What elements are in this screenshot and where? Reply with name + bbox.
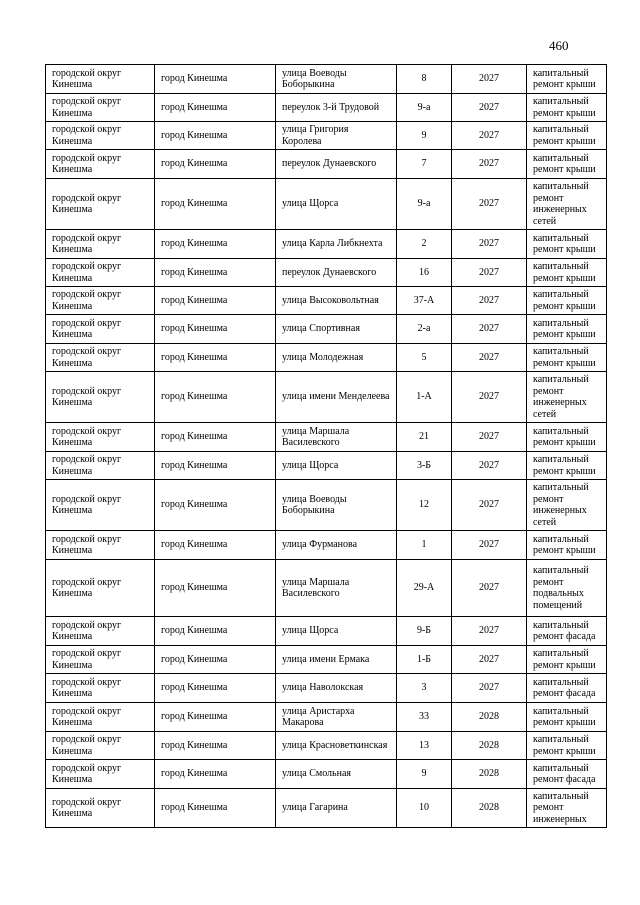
work-type-cell: капитальный ремонт крыши	[527, 230, 607, 259]
year-cell: 2027	[452, 531, 527, 560]
work-type-cell: капитальный ремонт крыши	[527, 94, 607, 122]
work-type-cell: капитальный ремонт крыши	[527, 531, 607, 560]
okrug-cell: городской округ Кинешма	[46, 230, 155, 259]
street-cell: улица Маршала Василевского	[276, 560, 397, 617]
year-cell: 2027	[452, 230, 527, 259]
house-number-cell: 37-А	[397, 287, 452, 315]
city-cell: город Кинешма	[155, 122, 276, 150]
okrug-cell: городской округ Кинешма	[46, 315, 155, 344]
okrug-cell: городской округ Кинешма	[46, 122, 155, 150]
city-cell: город Кинешма	[155, 94, 276, 122]
page-number: 460	[549, 38, 569, 53]
table-row	[46, 94, 607, 122]
work-type-cell: капитальный ремонт подвальных помещений	[527, 560, 607, 617]
city-cell: город Кинешма	[155, 287, 276, 315]
work-type-cell: капитальный ремонт фасада	[527, 674, 607, 703]
work-type-cell: капитальный ремонт крыши	[527, 732, 607, 760]
city-cell: город Кинешма	[155, 179, 276, 230]
year-cell: 2027	[452, 452, 527, 480]
work-type-cell: капитальный ремонт крыши	[527, 259, 607, 287]
table-row	[46, 480, 607, 531]
city-cell: город Кинешма	[155, 150, 276, 179]
house-number-cell: 1	[397, 531, 452, 560]
city-cell: город Кинешма	[155, 760, 276, 789]
okrug-cell: городской округ Кинешма	[46, 423, 155, 452]
okrug-cell: городской округ Кинешма	[46, 94, 155, 122]
okrug-cell: городской округ Кинешма	[46, 617, 155, 646]
table-row	[46, 179, 607, 230]
house-number-cell: 16	[397, 259, 452, 287]
city-cell: город Кинешма	[155, 646, 276, 674]
table-row	[46, 732, 607, 760]
table-row	[46, 646, 607, 674]
work-type-cell: капитальный ремонт крыши	[527, 344, 607, 372]
city-cell: город Кинешма	[155, 789, 276, 828]
year-cell: 2028	[452, 760, 527, 789]
house-number-cell: 8	[397, 65, 452, 94]
year-cell: 2027	[452, 344, 527, 372]
table-row	[46, 674, 607, 703]
house-number-cell: 2-а	[397, 315, 452, 344]
city-cell: город Кинешма	[155, 65, 276, 94]
city-cell: город Кинешма	[155, 531, 276, 560]
work-type-cell: капитальный ремонт фасада	[527, 760, 607, 789]
registry-table-body	[46, 65, 607, 828]
house-number-cell: 1-А	[397, 372, 452, 423]
city-cell: город Кинешма	[155, 703, 276, 732]
okrug-cell: городской округ Кинешма	[46, 344, 155, 372]
house-number-cell: 9	[397, 122, 452, 150]
table-row	[46, 531, 607, 560]
table-row	[46, 65, 607, 94]
table-row	[46, 617, 607, 646]
okrug-cell: городской округ Кинешма	[46, 531, 155, 560]
work-type-cell: капитальный ремонт крыши	[527, 122, 607, 150]
house-number-cell: 1-Б	[397, 646, 452, 674]
city-cell: город Кинешма	[155, 617, 276, 646]
year-cell: 2027	[452, 259, 527, 287]
year-cell: 2027	[452, 287, 527, 315]
okrug-cell: городской округ Кинешма	[46, 732, 155, 760]
year-cell: 2027	[452, 617, 527, 646]
okrug-cell: городской округ Кинешма	[46, 372, 155, 423]
table-row	[46, 344, 607, 372]
city-cell: город Кинешма	[155, 674, 276, 703]
okrug-cell: городской округ Кинешма	[46, 703, 155, 732]
street-cell: улица Молодежная	[276, 344, 397, 372]
table-row	[46, 150, 607, 179]
okrug-cell: городской округ Кинешма	[46, 646, 155, 674]
year-cell: 2027	[452, 94, 527, 122]
street-cell: улица Аристарха Макарова	[276, 703, 397, 732]
table-row	[46, 560, 607, 617]
work-type-cell: капитальный ремонт инженерных сетей	[527, 372, 607, 423]
street-cell: улица Смольная	[276, 760, 397, 789]
work-type-cell: капитальный ремонт крыши	[527, 65, 607, 94]
house-number-cell: 5	[397, 344, 452, 372]
street-cell: улица Наволокская	[276, 674, 397, 703]
street-cell: переулок Дунаевского	[276, 150, 397, 179]
work-type-cell: капитальный ремонт крыши	[527, 646, 607, 674]
year-cell: 2028	[452, 703, 527, 732]
street-cell: улица Щорса	[276, 617, 397, 646]
okrug-cell: городской округ Кинешма	[46, 789, 155, 828]
city-cell: город Кинешма	[155, 259, 276, 287]
street-cell: улица Воеводы Боборыкина	[276, 480, 397, 531]
table-row	[46, 703, 607, 732]
work-type-cell: капитальный ремонт крыши	[527, 287, 607, 315]
house-number-cell: 9	[397, 760, 452, 789]
table-row	[46, 452, 607, 480]
table-row	[46, 122, 607, 150]
okrug-cell: городской округ Кинешма	[46, 179, 155, 230]
okrug-cell: городской округ Кинешма	[46, 150, 155, 179]
city-cell: город Кинешма	[155, 315, 276, 344]
work-type-cell: капитальный ремонт крыши	[527, 423, 607, 452]
city-cell: город Кинешма	[155, 732, 276, 760]
year-cell: 2027	[452, 315, 527, 344]
house-number-cell: 9-Б	[397, 617, 452, 646]
okrug-cell: городской округ Кинешма	[46, 674, 155, 703]
street-cell: улица имени Менделеева	[276, 372, 397, 423]
street-cell: улица Карла Либкнехта	[276, 230, 397, 259]
year-cell: 2027	[452, 423, 527, 452]
year-cell: 2027	[452, 674, 527, 703]
okrug-cell: городской округ Кинешма	[46, 259, 155, 287]
street-cell: улица Щорса	[276, 452, 397, 480]
okrug-cell: городской округ Кинешма	[46, 480, 155, 531]
street-cell: переулок 3-й Трудовой	[276, 94, 397, 122]
house-number-cell: 7	[397, 150, 452, 179]
street-cell: улица имени Ермака	[276, 646, 397, 674]
year-cell: 2027	[452, 560, 527, 617]
table-row	[46, 259, 607, 287]
table-row	[46, 423, 607, 452]
street-cell: улица Красноветкинская	[276, 732, 397, 760]
okrug-cell: городской округ Кинешма	[46, 452, 155, 480]
year-cell: 2027	[452, 65, 527, 94]
table-row	[46, 287, 607, 315]
registry-table	[45, 64, 607, 828]
street-cell: улица Высоковольтная	[276, 287, 397, 315]
work-type-cell: капитальный ремонт крыши	[527, 703, 607, 732]
street-cell: улица Гагарина	[276, 789, 397, 828]
table-row	[46, 789, 607, 828]
work-type-cell: капитальный ремонт инженерных сетей	[527, 480, 607, 531]
house-number-cell: 13	[397, 732, 452, 760]
street-cell: улица Спортивная	[276, 315, 397, 344]
table-row	[46, 230, 607, 259]
street-cell: переулок Дунаевского	[276, 259, 397, 287]
work-type-cell: капитальный ремонт фасада	[527, 617, 607, 646]
city-cell: город Кинешма	[155, 423, 276, 452]
street-cell: улица Григория Королева	[276, 122, 397, 150]
house-number-cell: 3-Б	[397, 452, 452, 480]
year-cell: 2027	[452, 372, 527, 423]
year-cell: 2027	[452, 150, 527, 179]
street-cell: улица Маршала Василевского	[276, 423, 397, 452]
street-cell: улица Воеводы Боборыкина	[276, 65, 397, 94]
house-number-cell: 12	[397, 480, 452, 531]
work-type-cell: капитальный ремонт крыши	[527, 452, 607, 480]
house-number-cell: 29-А	[397, 560, 452, 617]
city-cell: город Кинешма	[155, 372, 276, 423]
city-cell: город Кинешма	[155, 452, 276, 480]
house-number-cell: 10	[397, 789, 452, 828]
city-cell: город Кинешма	[155, 344, 276, 372]
table-row	[46, 372, 607, 423]
work-type-cell: капитальный ремонт крыши	[527, 315, 607, 344]
street-cell: улица Фурманова	[276, 531, 397, 560]
year-cell: 2027	[452, 179, 527, 230]
year-cell: 2027	[452, 646, 527, 674]
okrug-cell: городской округ Кинешма	[46, 560, 155, 617]
table-row	[46, 315, 607, 344]
year-cell: 2028	[452, 789, 527, 828]
house-number-cell: 3	[397, 674, 452, 703]
house-number-cell: 9-а	[397, 94, 452, 122]
work-type-cell: капитальный ремонт крыши	[527, 150, 607, 179]
okrug-cell: городской округ Кинешма	[46, 287, 155, 315]
okrug-cell: городской округ Кинешма	[46, 65, 155, 94]
work-type-cell: капитальный ремонт инженерных	[527, 789, 607, 828]
city-cell: город Кинешма	[155, 480, 276, 531]
year-cell: 2028	[452, 732, 527, 760]
street-cell: улица Щорса	[276, 179, 397, 230]
house-number-cell: 2	[397, 230, 452, 259]
city-cell: город Кинешма	[155, 230, 276, 259]
okrug-cell: городской округ Кинешма	[46, 760, 155, 789]
city-cell: город Кинешма	[155, 560, 276, 617]
house-number-cell: 21	[397, 423, 452, 452]
year-cell: 2027	[452, 480, 527, 531]
house-number-cell: 9-а	[397, 179, 452, 230]
house-number-cell: 33	[397, 703, 452, 732]
table-row	[46, 760, 607, 789]
year-cell: 2027	[452, 122, 527, 150]
work-type-cell: капитальный ремонт инженерных сетей	[527, 179, 607, 230]
